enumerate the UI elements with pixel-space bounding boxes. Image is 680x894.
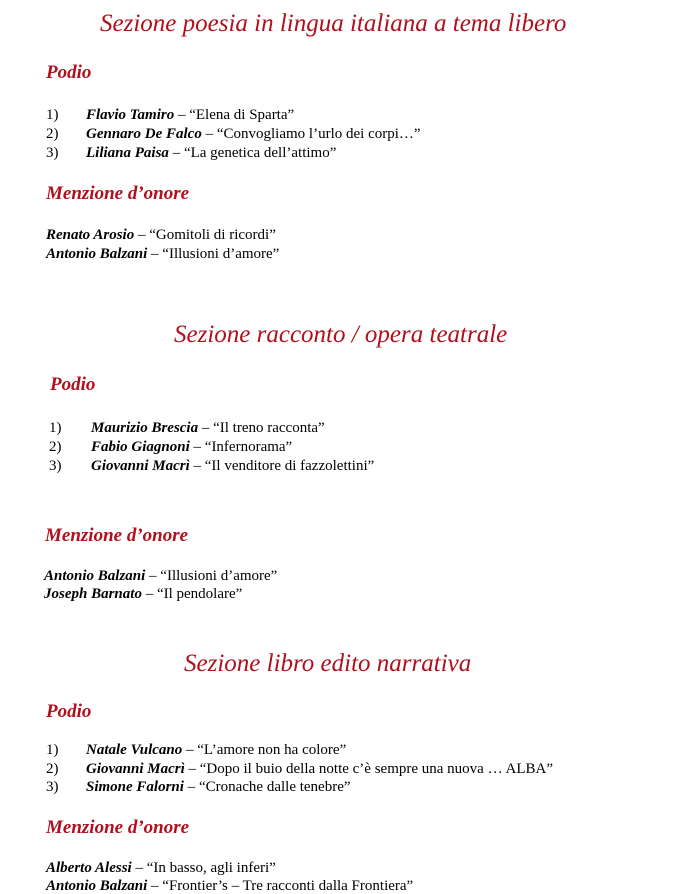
- work-title: – “L’amore non ha colore”: [182, 742, 347, 758]
- work-title: – “Dopo il buio della notte c’è sempre una nuova … ALBA”: [184, 761, 554, 777]
- author-name: Fabio Giagnoni: [91, 439, 190, 455]
- author-name: Liliana Paisa: [86, 145, 169, 161]
- work-title: – “Gomitoli di ricordi”: [134, 227, 276, 243]
- author-name: Flavio Tamiro: [86, 107, 175, 123]
- list-number: 1): [49, 420, 62, 436]
- list-number: 1): [46, 107, 59, 123]
- author-name: Giovanni Macrì: [86, 761, 185, 777]
- author-name: Natale Vulcano: [86, 742, 183, 758]
- work-title: – “Frontier’s – Tre racconti dalla Frontiera”: [147, 878, 414, 894]
- section-title: Sezione poesia in lingua italiana a tema libero: [100, 10, 567, 37]
- list-number: 3): [46, 779, 59, 795]
- work-title: – “Il pendolare”: [141, 586, 243, 602]
- author-name: Giovanni Macrì: [91, 458, 190, 474]
- work-title: – “Il treno racconta”: [198, 420, 325, 436]
- menzione-heading: Menzione d’onore: [46, 183, 190, 204]
- work-title: – “Illusioni d’amore”: [145, 568, 278, 584]
- author-name: Maurizio Brescia: [91, 420, 199, 436]
- list-number: 2): [49, 439, 62, 455]
- section-title: Sezione libro edito narrativa: [184, 650, 472, 677]
- list-number: 2): [46, 126, 59, 142]
- work-title: – “Infernorama”: [189, 439, 293, 455]
- section-title: Sezione racconto / opera teatrale: [174, 321, 508, 348]
- author-name: Alberto Alessi: [46, 860, 132, 876]
- list-number: 3): [46, 145, 59, 161]
- list-number: 1): [46, 742, 59, 758]
- work-title: – “Il venditore di fazzolettini”: [189, 458, 375, 474]
- list-number: 3): [49, 458, 62, 474]
- author-name: Antonio Balzani: [46, 246, 148, 262]
- work-title: – “In basso, agli inferi”: [131, 860, 276, 876]
- author-name: Antonio Balzani: [46, 878, 148, 894]
- work-title: – “Illusioni d’amore”: [147, 246, 280, 262]
- podio-heading: Podio: [46, 62, 92, 83]
- author-name: Joseph Barnato: [44, 586, 142, 602]
- menzione-heading: Menzione d’onore: [46, 817, 190, 838]
- work-title: – “La genetica dell’attimo”: [168, 145, 337, 161]
- work-title: – “Elena di Sparta”: [174, 107, 295, 123]
- author-name: Simone Falorni: [86, 779, 184, 795]
- podio-heading: Podio: [46, 701, 92, 722]
- podio-heading: Podio: [50, 374, 96, 395]
- work-title: – “Cronache dalle tenebre”: [183, 779, 351, 795]
- work-title: – “Convogliamo l’urlo dei corpi…”: [201, 126, 421, 142]
- list-number: 2): [46, 761, 59, 777]
- author-name: Antonio Balzani: [44, 568, 146, 584]
- author-name: Renato Arosio: [46, 227, 135, 243]
- menzione-heading: Menzione d’onore: [45, 525, 189, 546]
- author-name: Gennaro De Falco: [86, 126, 202, 142]
